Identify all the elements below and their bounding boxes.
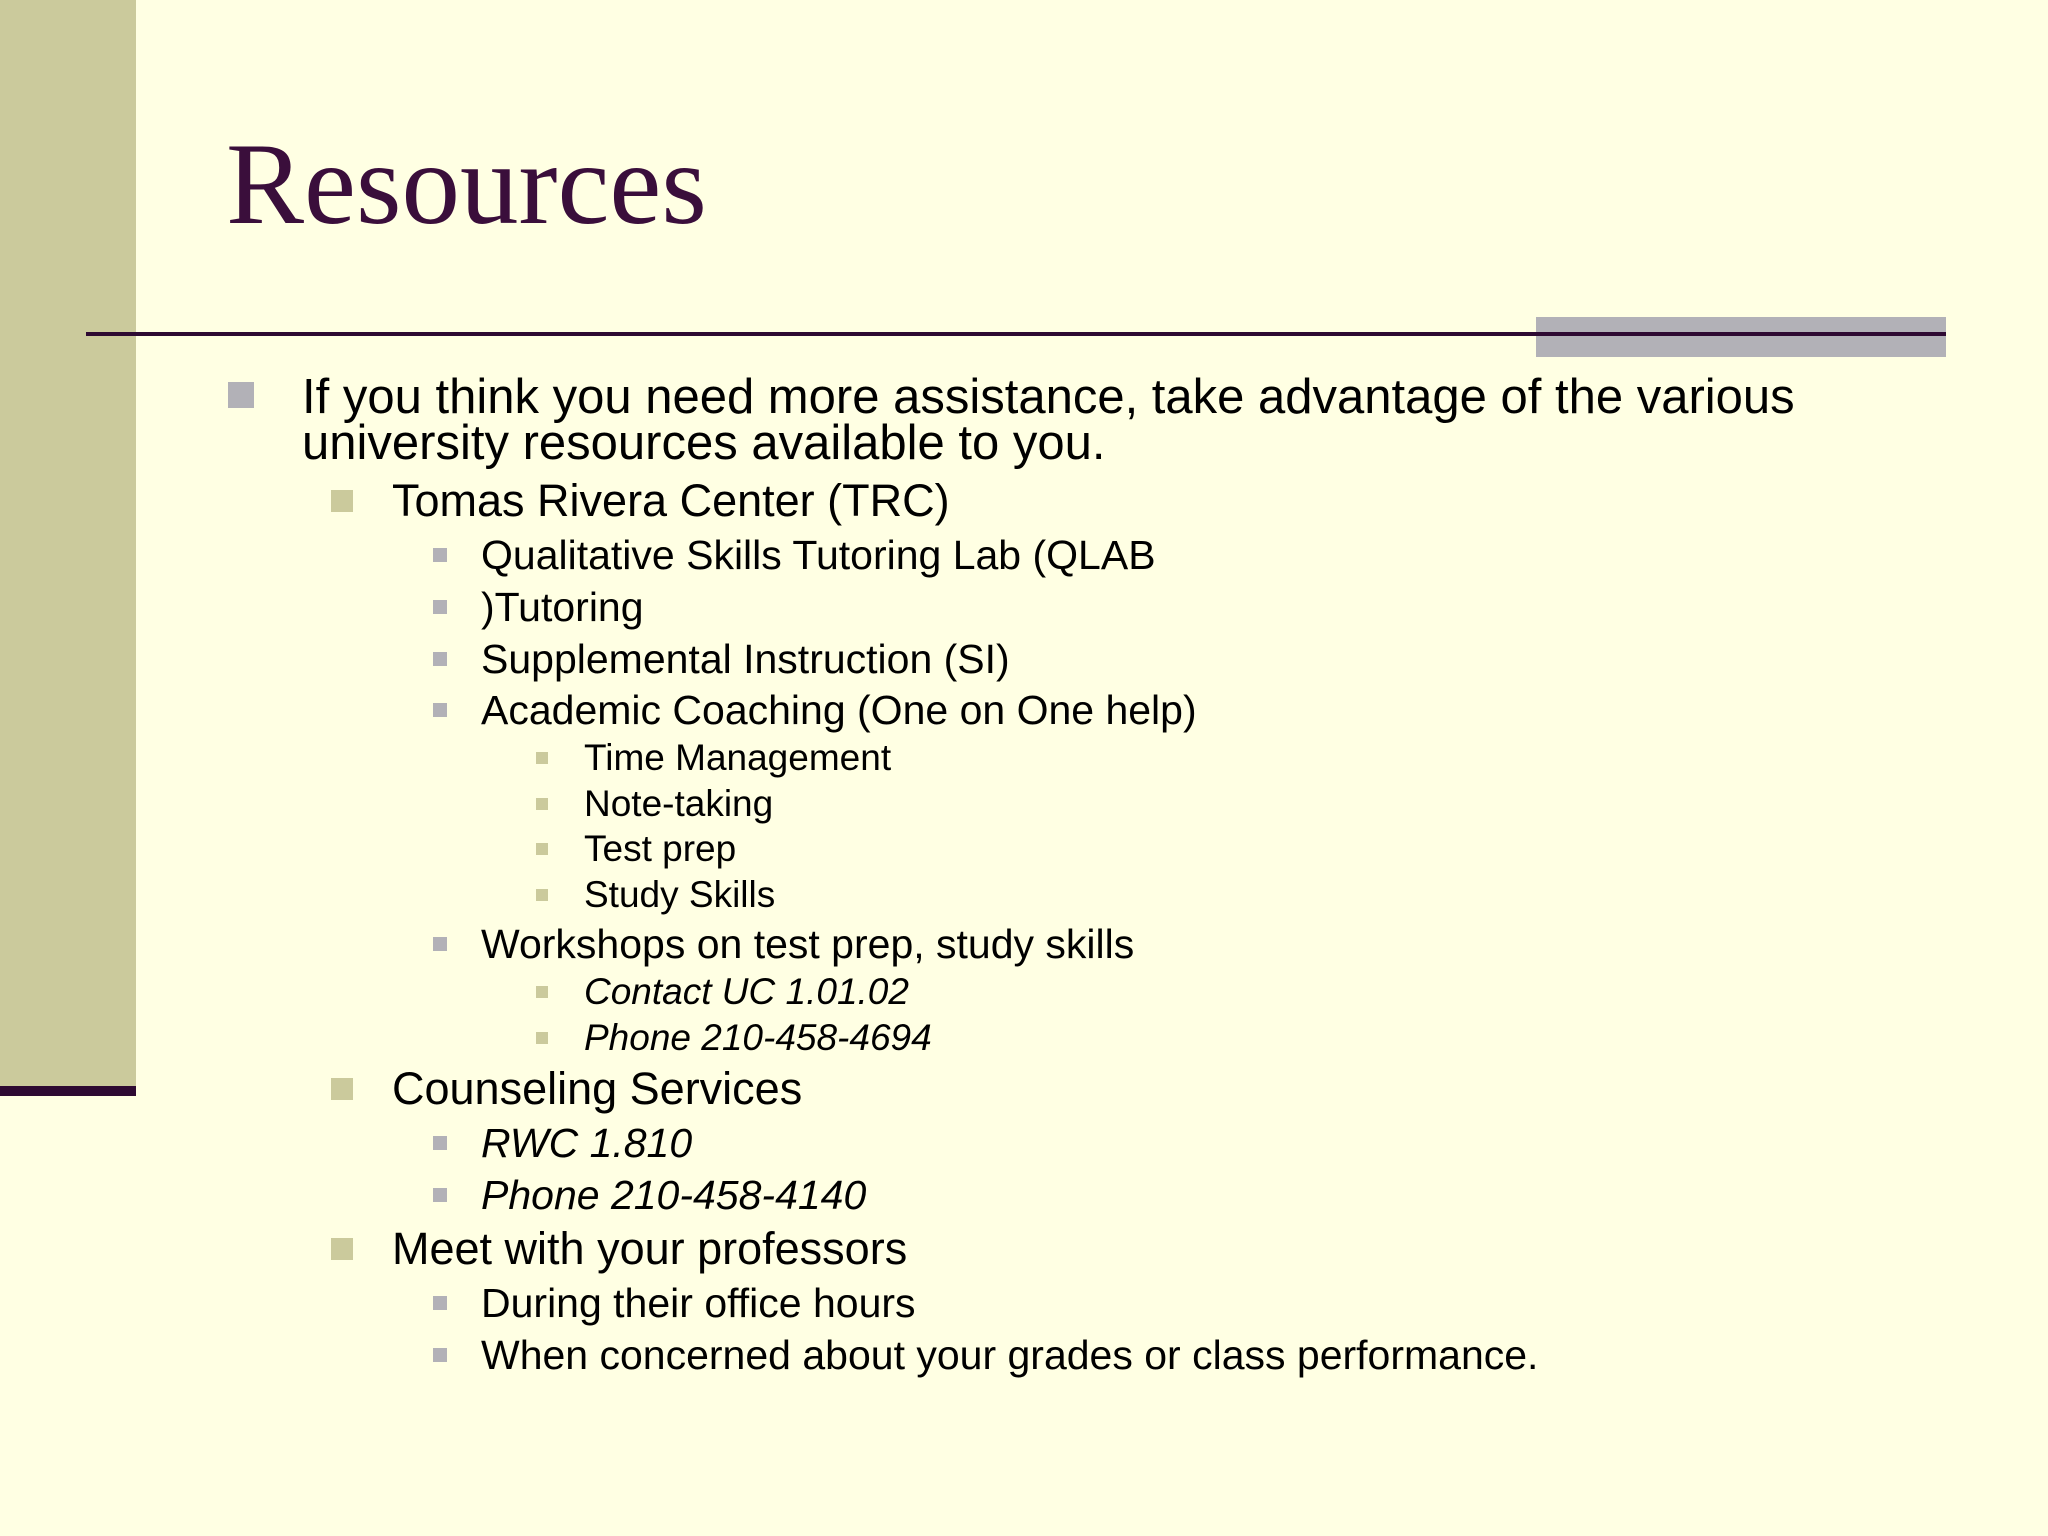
title-rule	[86, 332, 1946, 336]
left-sidebar-band	[0, 0, 136, 1086]
list-item	[481, 529, 1156, 581]
bullet-square-icon	[536, 752, 548, 764]
bullet-square-icon	[331, 490, 353, 512]
list-item-professors	[392, 1223, 907, 1275]
bullet-square-icon	[433, 548, 447, 562]
item-label: Qualitative Skills Tutoring Lab (QLAB	[481, 532, 1156, 578]
list-item	[481, 1117, 692, 1169]
item-label: Phone 210-458-4140	[481, 1172, 867, 1218]
list-item	[481, 1329, 1538, 1381]
list-item	[481, 633, 1010, 685]
list-item	[481, 1277, 916, 1329]
bullet-square-icon	[433, 703, 447, 717]
bullet-square-icon	[228, 382, 254, 408]
bullet-square-icon	[433, 1348, 447, 1362]
list-item	[584, 969, 909, 1014]
item-label: During their office hours	[481, 1280, 916, 1326]
bullet-square-icon	[433, 600, 447, 614]
left-sidebar-footer-line	[0, 1086, 136, 1096]
list-item	[481, 684, 1197, 736]
bullet-square-icon	[536, 1032, 548, 1044]
item-label: Supplemental Instruction (SI)	[481, 636, 1010, 682]
list-item-counseling	[392, 1063, 802, 1115]
item-label: Contact UC 1.01.02	[584, 971, 909, 1012]
list-item	[481, 581, 644, 633]
item-label: Test prep	[584, 828, 737, 869]
list-item	[481, 1169, 866, 1221]
bullet-square-icon	[536, 843, 548, 855]
item-label: RWC 1.810	[481, 1120, 693, 1166]
list-item	[584, 826, 736, 871]
item-label: )Tutoring	[481, 584, 644, 630]
bullet-square-icon	[433, 1296, 447, 1310]
item-label: Phone 210-458-4694	[584, 1017, 932, 1058]
item-label: Workshops on test prep, study skills	[481, 921, 1135, 967]
list-item	[584, 872, 775, 917]
intro-line-1: If you think you need more assistance, take advantage of the various	[302, 370, 1795, 424]
item-label: Academic Coaching (One on One help)	[481, 687, 1197, 733]
title-rule-accent	[1536, 317, 1946, 357]
bullet-square-icon	[331, 1078, 353, 1100]
bullet-square-icon	[331, 1238, 353, 1260]
intro-line-2: university resources available to you.	[302, 416, 1106, 470]
item-label: Note-taking	[584, 783, 774, 824]
item-label: When concerned about your grades or class performance.	[481, 1332, 1539, 1378]
item-label: Time Management	[584, 737, 892, 778]
list-item	[584, 1015, 932, 1060]
bullet-square-icon	[433, 1136, 447, 1150]
intro-paragraph	[302, 370, 1795, 470]
item-label: Meet with your professors	[392, 1223, 908, 1274]
bullet-square-icon	[536, 889, 548, 901]
item-label: Study Skills	[584, 874, 776, 915]
list-item	[584, 735, 891, 780]
list-item-workshops	[481, 918, 1134, 970]
slide-title: Resources	[226, 120, 707, 249]
bullet-square-icon	[536, 986, 548, 998]
trc-label: Tomas Rivera Center (TRC)	[392, 475, 950, 526]
bullet-square-icon	[433, 1188, 447, 1202]
list-item	[584, 781, 773, 826]
item-label: Counseling Services	[392, 1063, 803, 1114]
bullet-square-icon	[433, 937, 447, 951]
bullet-square-icon	[433, 652, 447, 666]
bullet-square-icon	[536, 798, 548, 810]
list-item-trc	[392, 475, 950, 527]
